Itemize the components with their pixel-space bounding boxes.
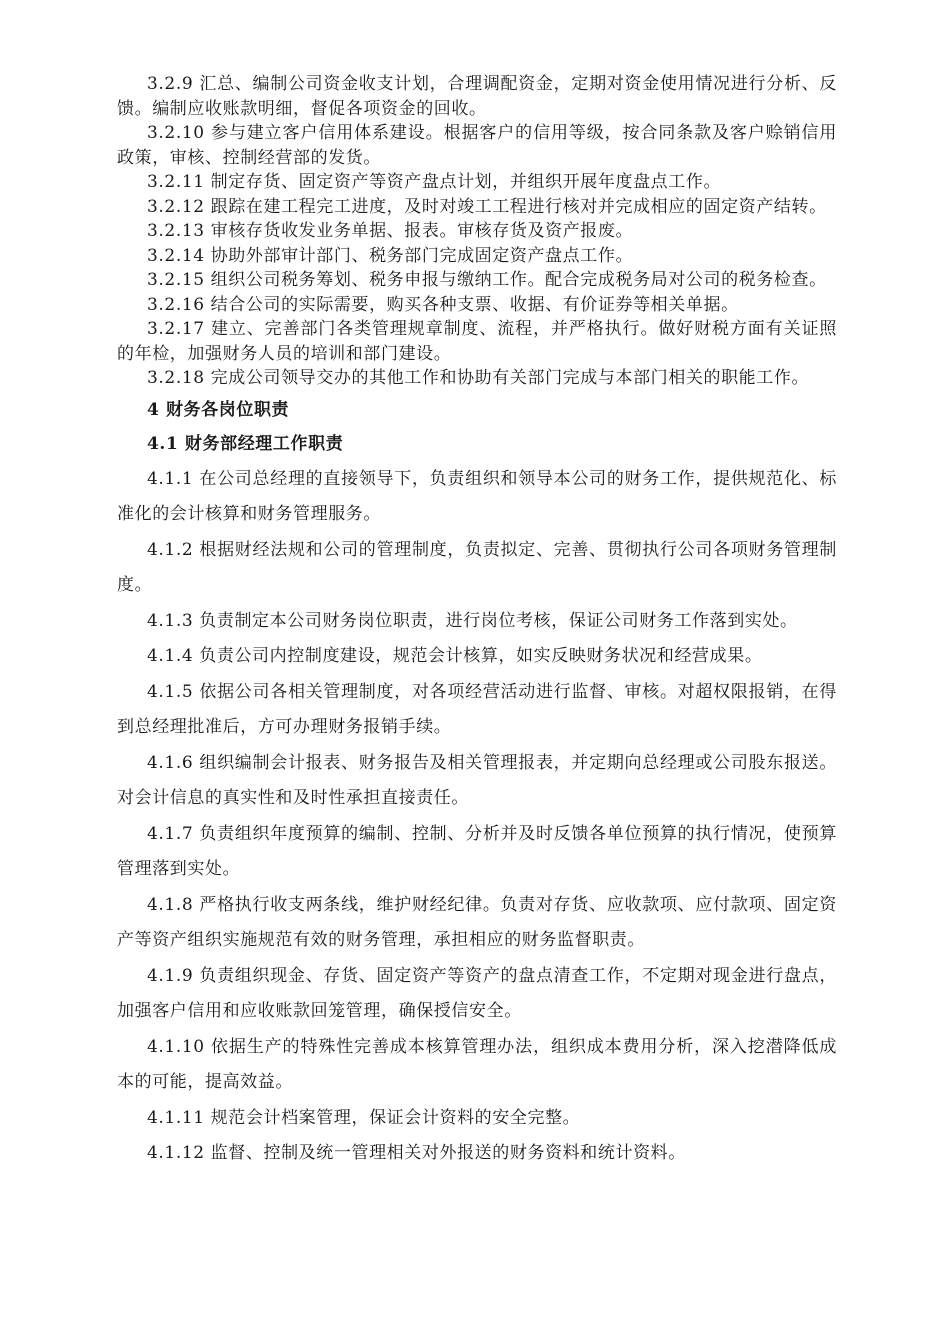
section-4-1-list	[117, 462, 837, 1172]
paragraph-3-2-13: 3.2.13 审核存货收发业务单据、报表。审核存货及资产报废。	[147, 221, 634, 241]
paragraph-3-2-11: 3.2.11 制定存货、固定资产等资产盘点计划，并组织开展年度盘点工作。	[147, 172, 722, 192]
paragraph-3-2-9: 3.2.9 汇总、编制公司资金收支计划，合理调配资金，定期对资金使用情况进行分析、反馈。编制应收账款明细，督促各项资金的回收。	[117, 74, 837, 119]
paragraph-4-1-6: 4.1.6 组织编制会计报表、财务报告及相关管理报表，并定期向总经理或公司股东报送。对会计信息的真实性和及时性承担直接责任。	[117, 752, 837, 808]
paragraph-4-1-10: 4.1.10 依据生产的特殊性完善成本核算管理办法，组织成本费用分析，深入挖潜降低成本的可能，提高效益。	[117, 1036, 837, 1092]
paragraph-4-1-2: 4.1.2 根据财经法规和公司的管理制度，负责拟定、完善、贯彻执行公司各项财务管理制度。	[117, 539, 837, 595]
paragraph-4-1-9: 4.1.9 负责组织现金、存货、固定资产等资产的盘点清查工作，不定期对现金进行盘点，加强客户信用和应收账款回笼管理，确保授信安全。	[117, 965, 837, 1021]
paragraph-4-1-11: 4.1.11 规范会计档案管理，保证会计资料的安全完整。	[147, 1107, 581, 1128]
paragraph-3-2-12: 3.2.12 跟踪在建工程完工进度，及时对竣工工程进行核对并完成相应的固定资产结转。	[147, 196, 827, 217]
paragraph-3-2-10: 3.2.10 参与建立客户信用体系建设。根据客户的信用等级，按合同条款及客户赊销信用政策，审核、控制经营部的发货。	[117, 123, 837, 168]
paragraph-4-1-1: 4.1.1 在公司总经理的直接领导下，负责组织和领导本公司的财务工作，提供规范化、标准化的会计核算和财务管理服务。	[117, 468, 837, 524]
paragraph-3-2-17: 3.2.17 建立、完善部门各类管理规章制度、流程，并严格执行。做好财税方面有关证照的年检，加强财务人员的培训和部门建设。	[117, 319, 837, 364]
paragraph-3-2-18: 3.2.18 完成公司领导交办的其他工作和协助有关部门完成与本部门相关的职能工作。	[147, 368, 810, 388]
paragraph-3-2-14: 3.2.14 协助外部审计部门、税务部门完成固定资产盘点工作。	[147, 245, 634, 266]
section-4-1-heading: 4.1 财务部经理工作职责	[147, 433, 344, 454]
document-page	[117, 72, 837, 1172]
paragraph-4-1-12: 4.1.12 监督、控制及统一管理相关对外报送的财务资料和统计资料。	[147, 1143, 686, 1163]
paragraph-4-1-8: 4.1.8 严格执行收支两条线，维护财经纪律。负责对存货、应收款项、应付款项、固定资产等资产组织实施规范有效的财务管理，承担相应的财务监督职责。	[117, 894, 837, 950]
paragraph-3-2-15: 3.2.15 组织公司税务筹划、税务申报与缴纳工作。配合完成税务局对公司的税务检查。	[147, 270, 827, 290]
paragraph-4-1-4: 4.1.4 负责公司内控制度建设，规范会计核算，如实反映财务状况和经营成果。	[147, 646, 763, 666]
paragraph-3-2-16: 3.2.16 结合公司的实际需要，购买各种支票、收据、有价证券等相关单据。	[147, 294, 739, 315]
paragraph-4-1-7: 4.1.7 负责组织年度预算的编制、控制、分析并及时反馈各单位预算的执行情况，使预算管理落到实处。	[117, 823, 837, 879]
section-4-heading: 4 财务各岗位职责	[147, 399, 290, 420]
paragraph-4-1-3: 4.1.3 负责制定本公司财务岗位职责，进行岗位考核，保证公司财务工作落到实处。	[147, 610, 798, 631]
paragraph-4-1-5: 4.1.5 依据公司各相关管理制度，对各项经营活动进行监督、审核。对超权限报销，在得到总经理批准后，方可办理财务报销手续。	[117, 681, 837, 737]
section-3-2-list	[117, 72, 837, 391]
